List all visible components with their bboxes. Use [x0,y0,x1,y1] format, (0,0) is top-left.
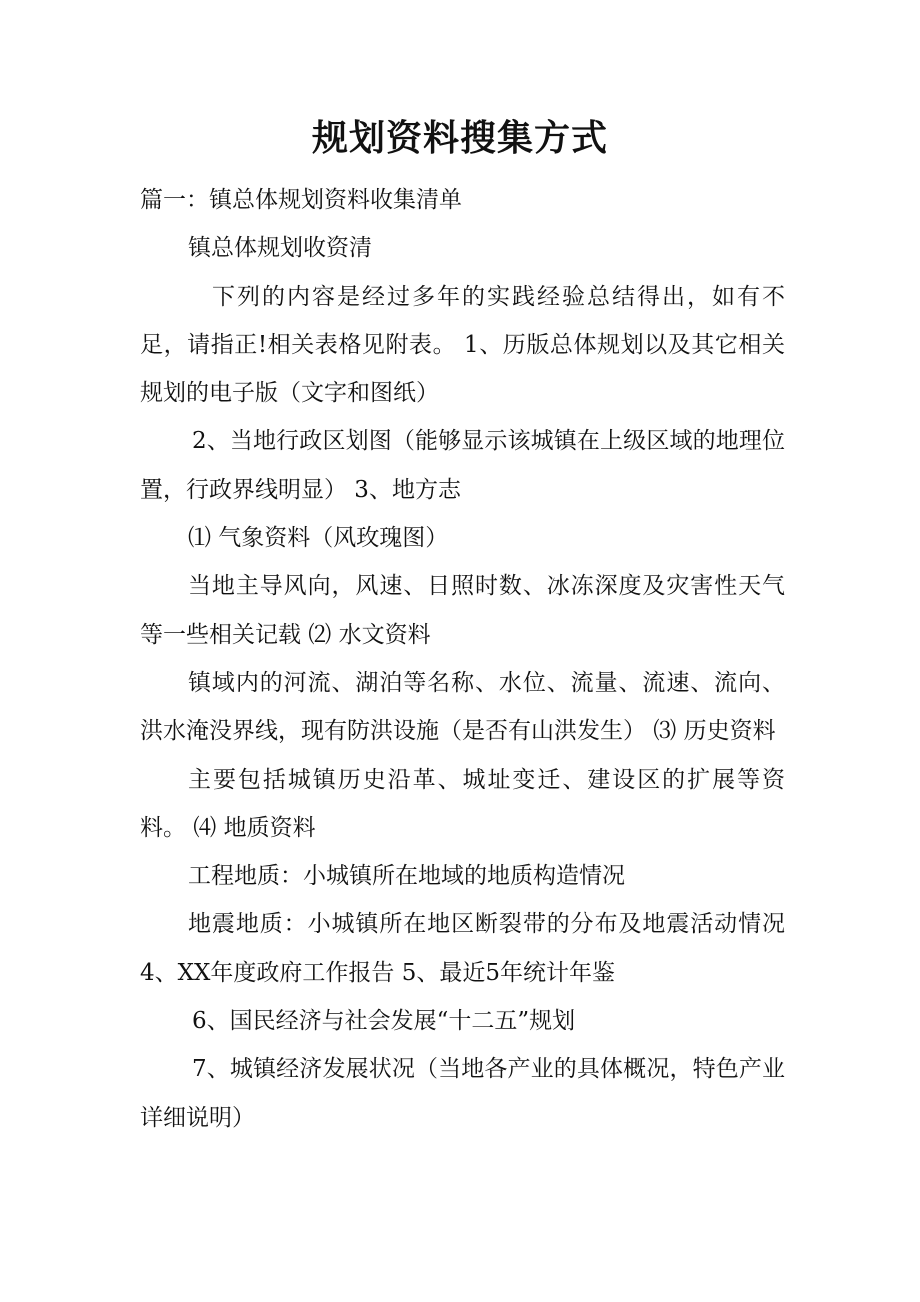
paragraph-item-7: 7、城镇经济发展状况（当地各产业的具体概况，特色产业详细说明） [140,1056,785,1131]
paragraph-meteorology: ⑴ 气象资料（风玫瑰图） [188,525,449,552]
document-body [140,176,785,1142]
paragraph-hydrology: 镇域内的河流、湖泊等名称、水位、流量、流速、流向、洪水淹没界线，现有防洪设施（是否有山洪发生） ⑶ 历史资料 [140,669,785,745]
paragraph-item-2: 2、当地行政区划图（能够显示该城镇在上级区域的地理位置，行政界线明显） 3、地方志 [140,428,785,503]
paragraph-wind: 当地主导风向，风速、日照时数、冰冻深度及灾害性天气等一些相关记载 ⑵ 水文资料 [140,573,785,648]
paragraph-history: 主要包括城镇历史沿革、城址变迁、建设区的扩展等资料。 ⑷ 地质资料 [140,766,785,841]
paragraph-intro: 下列的内容是经过多年的实践经验总结得出，如有不足，请指正!相关表格见附表。 1、历版总体规划以及其它相关规划的电子版（文字和图纸） [140,283,785,407]
section-heading: 篇一：镇总体规划资料收集清单 [140,187,462,213]
subheading: 镇总体规划收资清 [188,235,372,262]
document-title: 规划资料搜集方式 [311,117,608,159]
paragraph-engineering-geology: 工程地质：小城镇所在地域的地质构造情况 [188,863,625,890]
paragraph-seismic-geology: 地震地质：小城镇所在地区断裂带的分布及地震活动情况 4、XX年度政府工作报告 5、最近5年统计年鉴 [140,911,785,986]
paragraph-item-6: 6、国民经济与社会发展“十二五”规划 [192,1008,576,1035]
